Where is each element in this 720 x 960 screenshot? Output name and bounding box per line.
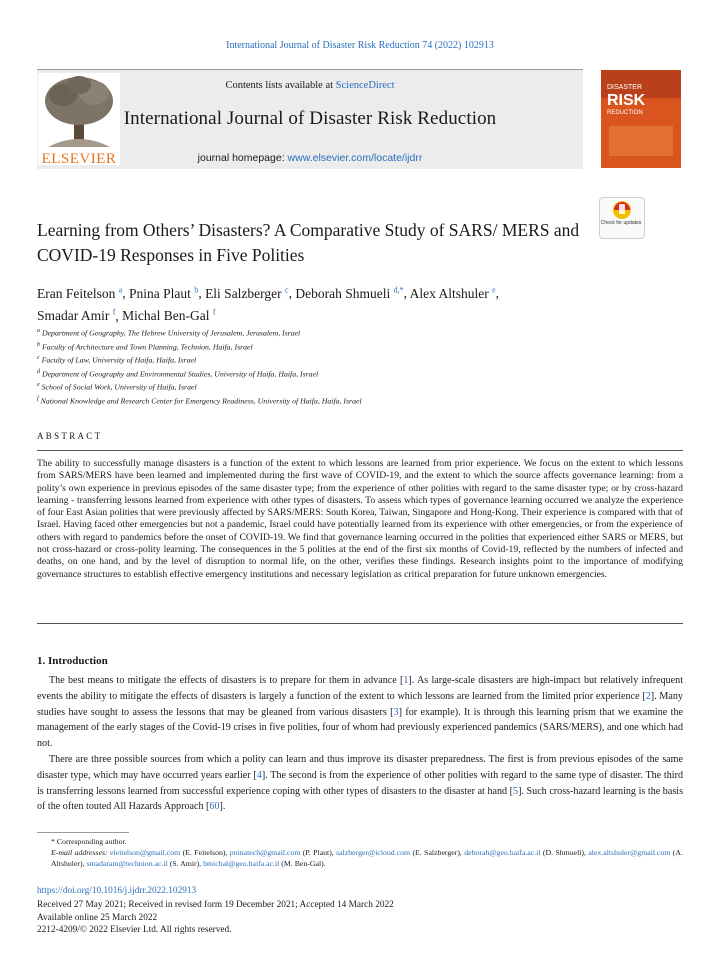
journal-title: International Journal of Disaster Risk Reduction (123, 108, 497, 129)
affiliations (37, 326, 677, 407)
abstract-bottom-rule (37, 623, 683, 624)
footnotes (37, 836, 683, 869)
cover-line-1: DISASTER (607, 84, 643, 91)
sciencedirect-link[interactable]: ScienceDirect (335, 80, 395, 91)
journal-citation[interactable] (0, 40, 720, 51)
email-link[interactable]: salzberger@icloud.com (336, 848, 411, 857)
author[interactable]: Smadar Amir $^f$ (37, 307, 116, 323)
intro-paragraph-1: The best means to mitigate the effects of disasters is to prepare for them in advance [1]. As large-scale disasters are high-impact but relatively infrequent events the ability to mitigate the effects of disasters is largely a function of the extent to which lessons are learned from the limited prior experience [2]. Many studies have sought to assess the lessons that may be gleaned from various disasters [3] for example). It is through this learning prism that we examine the management of the early stages of the Covid-19 crises in five polities, four of whom had previously experienced pandemics (SARS/MERS), and one which had not. (37, 675, 683, 750)
reference-link[interactable]: 1 (403, 675, 409, 686)
affiliation-item: $^e$ School of Social Work, University of Haifa, Israel (37, 382, 197, 392)
reference-link[interactable]: 5 (513, 785, 519, 797)
email-link[interactable]: deborah@geo.haifa.ac.il (464, 848, 541, 857)
author[interactable]: Eran Feitelson $^a$ (37, 285, 123, 301)
section-heading-introduction: 1. Introduction (37, 655, 108, 667)
abstract-heading: ABSTRACT (37, 431, 103, 441)
cover-line-2: RISK (607, 92, 646, 109)
journal-cover-image[interactable] (601, 70, 681, 168)
journal-homepage: journal homepage: www.elsevier.com/locate/ijdrr (197, 152, 423, 164)
elsevier-wordmark: ELSEVIER (41, 151, 117, 167)
author[interactable]: Michal Ben-Gal $^f$ (122, 307, 216, 323)
article-history: Received 27 May 2021; Received in revised form 19 December 2021; Accepted 14 March 2022 (37, 900, 394, 910)
email-link[interactable]: eleitelson@gmail.com (110, 848, 181, 857)
contents-availability: Contents lists available at ScienceDirect (225, 80, 395, 91)
corresponding-author-note: * Corresponding author. (51, 837, 127, 846)
email-addresses: E-mail addresses: eleitelson@gmail.com (E. Feitelson), pninatech@gmail.com (P. Plaut), salzberger@icloud.com (E. Salzberger), deborah@geo.haifa.ac.il (D. Shmueli), alex.altshuler@gmail.com (A. Altshuler), smadaram@technion.ac.il (S. Amir), bmichal@geo.haifa.ac.il (M. Ben-Gal). (51, 848, 683, 868)
doi[interactable] (37, 886, 196, 896)
author[interactable]: Deborah Shmueli $^{d,*}$ (295, 285, 404, 301)
reference-link[interactable]: 3 (393, 706, 399, 718)
affiliation-item: $^c$ Faculty of Law, University of Haifa, Haifa, Israel (37, 355, 197, 365)
affiliation-item: $^a$ Department of Geography, The Hebrew University of Jerusalem, Jerusalem, Israel (37, 328, 301, 338)
affiliation-item: $^f$ National Knowledge and Research Center for Emergency Readiness, University of Haifa, Haifa, Israel (37, 395, 362, 406)
email-link[interactable]: bmichal@geo.haifa.ac.il (203, 859, 280, 868)
copyright: 2212-4209/© 2022 Elsevier Ltd. All rights reserved. (37, 925, 232, 935)
affiliation-item: $^d$ Department of Geography and Environmental Studies, University of Haifa, Haifa, Israel (37, 368, 319, 379)
reference-link[interactable]: 4 (256, 769, 262, 781)
reference-link[interactable]: 60 (209, 801, 220, 813)
email-link[interactable]: pninatech@gmail.com (229, 848, 301, 857)
citation-link[interactable]: International Journal of Disaster Risk Reduction 74 (2022) 102913 (226, 40, 494, 51)
author[interactable]: Pnina Plaut $^b$ (129, 285, 199, 301)
check-for-updates-badge[interactable] (599, 197, 645, 239)
affiliation-item: $^b$ Faculty of Architecture and Town Planning, Technion, Haifa, Israel (37, 341, 253, 352)
online-date: Available online 25 March 2022 (37, 913, 158, 923)
doi-link[interactable]: https://doi.org/10.1016/j.ijdrr.2022.102913 (37, 886, 197, 896)
author[interactable]: Alex Altshuler $^e$ (409, 285, 496, 301)
footnote-rule (37, 832, 129, 833)
email-link[interactable]: smadaram@technion.ac.il (86, 859, 168, 868)
homepage-link[interactable]: www.elsevier.com/locate/ijdrr (287, 152, 423, 164)
article-title: Learning from Others’ Disasters? A Comparative Study of SARS/ MERS and COVID-19 Responses in Five Polities (37, 220, 580, 265)
email-link[interactable]: alex.altshuler@gmail.com (588, 848, 671, 857)
check-updates-icon (600, 198, 644, 222)
intro-paragraph-2: There are three possible sources from which a polity can learn and thus improve its disaster preparedness. The first is from previous episodes of the same disaster type, which may have occurred years earlier [4]. The second is from the experience of other polities with regard to the same type of disaster. The third is transferring lessons learned from successful experience coping with other types of disasters to the disaster at hand [5]. Such cross-hazard learning is the basis of the often touted All Hazards Approach [60]. (37, 754, 683, 813)
author-list: Eran Feitelson $^a$, Pnina Plaut $^b$, Eli Salzberger $^c$, Deborah Shmueli $^{d,*}$, Alex Altshuler $^e$, Smadar Amir $^f$, Michal Ben-Gal $^f$ (37, 285, 500, 323)
abstract-text: The ability to successfully manage disasters is a function of the extent to which lessons are learned from prior experience. We focus on the extent to which lessons from SARS/MERS have been learned and implemented during the first wave of COVID-19, and the extent to which the source affects governance learning: from a polity’s own experience in previous episodes of the same disaster type; from the experience of other polities with regard to the same disaster type; or by cross-hazard learning - transferring lessons learned from experience with other types of disasters. To assess which types of governance learning occurred we analyze the experience of four East Asian polities that were previously affected by SARS/MERS: South Korea, Taiwan, Singapore and Hong-Kong. Their experience is compared with that of Israel. Having faced other emergencies but not a pandemic, Israel could have potentially learned from its experience with other emergencies, or from the experience of others with regard to pandemics before the onset of COVID-19. We find that governance learning occurred in the polities that experienced either SARS or MERS, but not cross-hazard or cross-polity learning. The consequences in the 5 polities at the end of the first six months of Covid-19, reflected by the numbers of infected and deaths, on one hand, and by the level of disruption to normal life, on the other, verifies these findings. Research insights point to the importance of modifying governance structures to establish effective emergency institutions and necessary legislation as critical preparation for future unknown emergencies. (37, 458, 683, 580)
cover-line-3: REDUCTION (607, 110, 643, 116)
check-for-updates-label: Check for updates (600, 220, 642, 226)
author[interactable]: Eli Salzberger $^c$ (205, 285, 289, 301)
reference-link[interactable]: 2 (645, 690, 651, 702)
abstract-top-rule (37, 450, 683, 451)
